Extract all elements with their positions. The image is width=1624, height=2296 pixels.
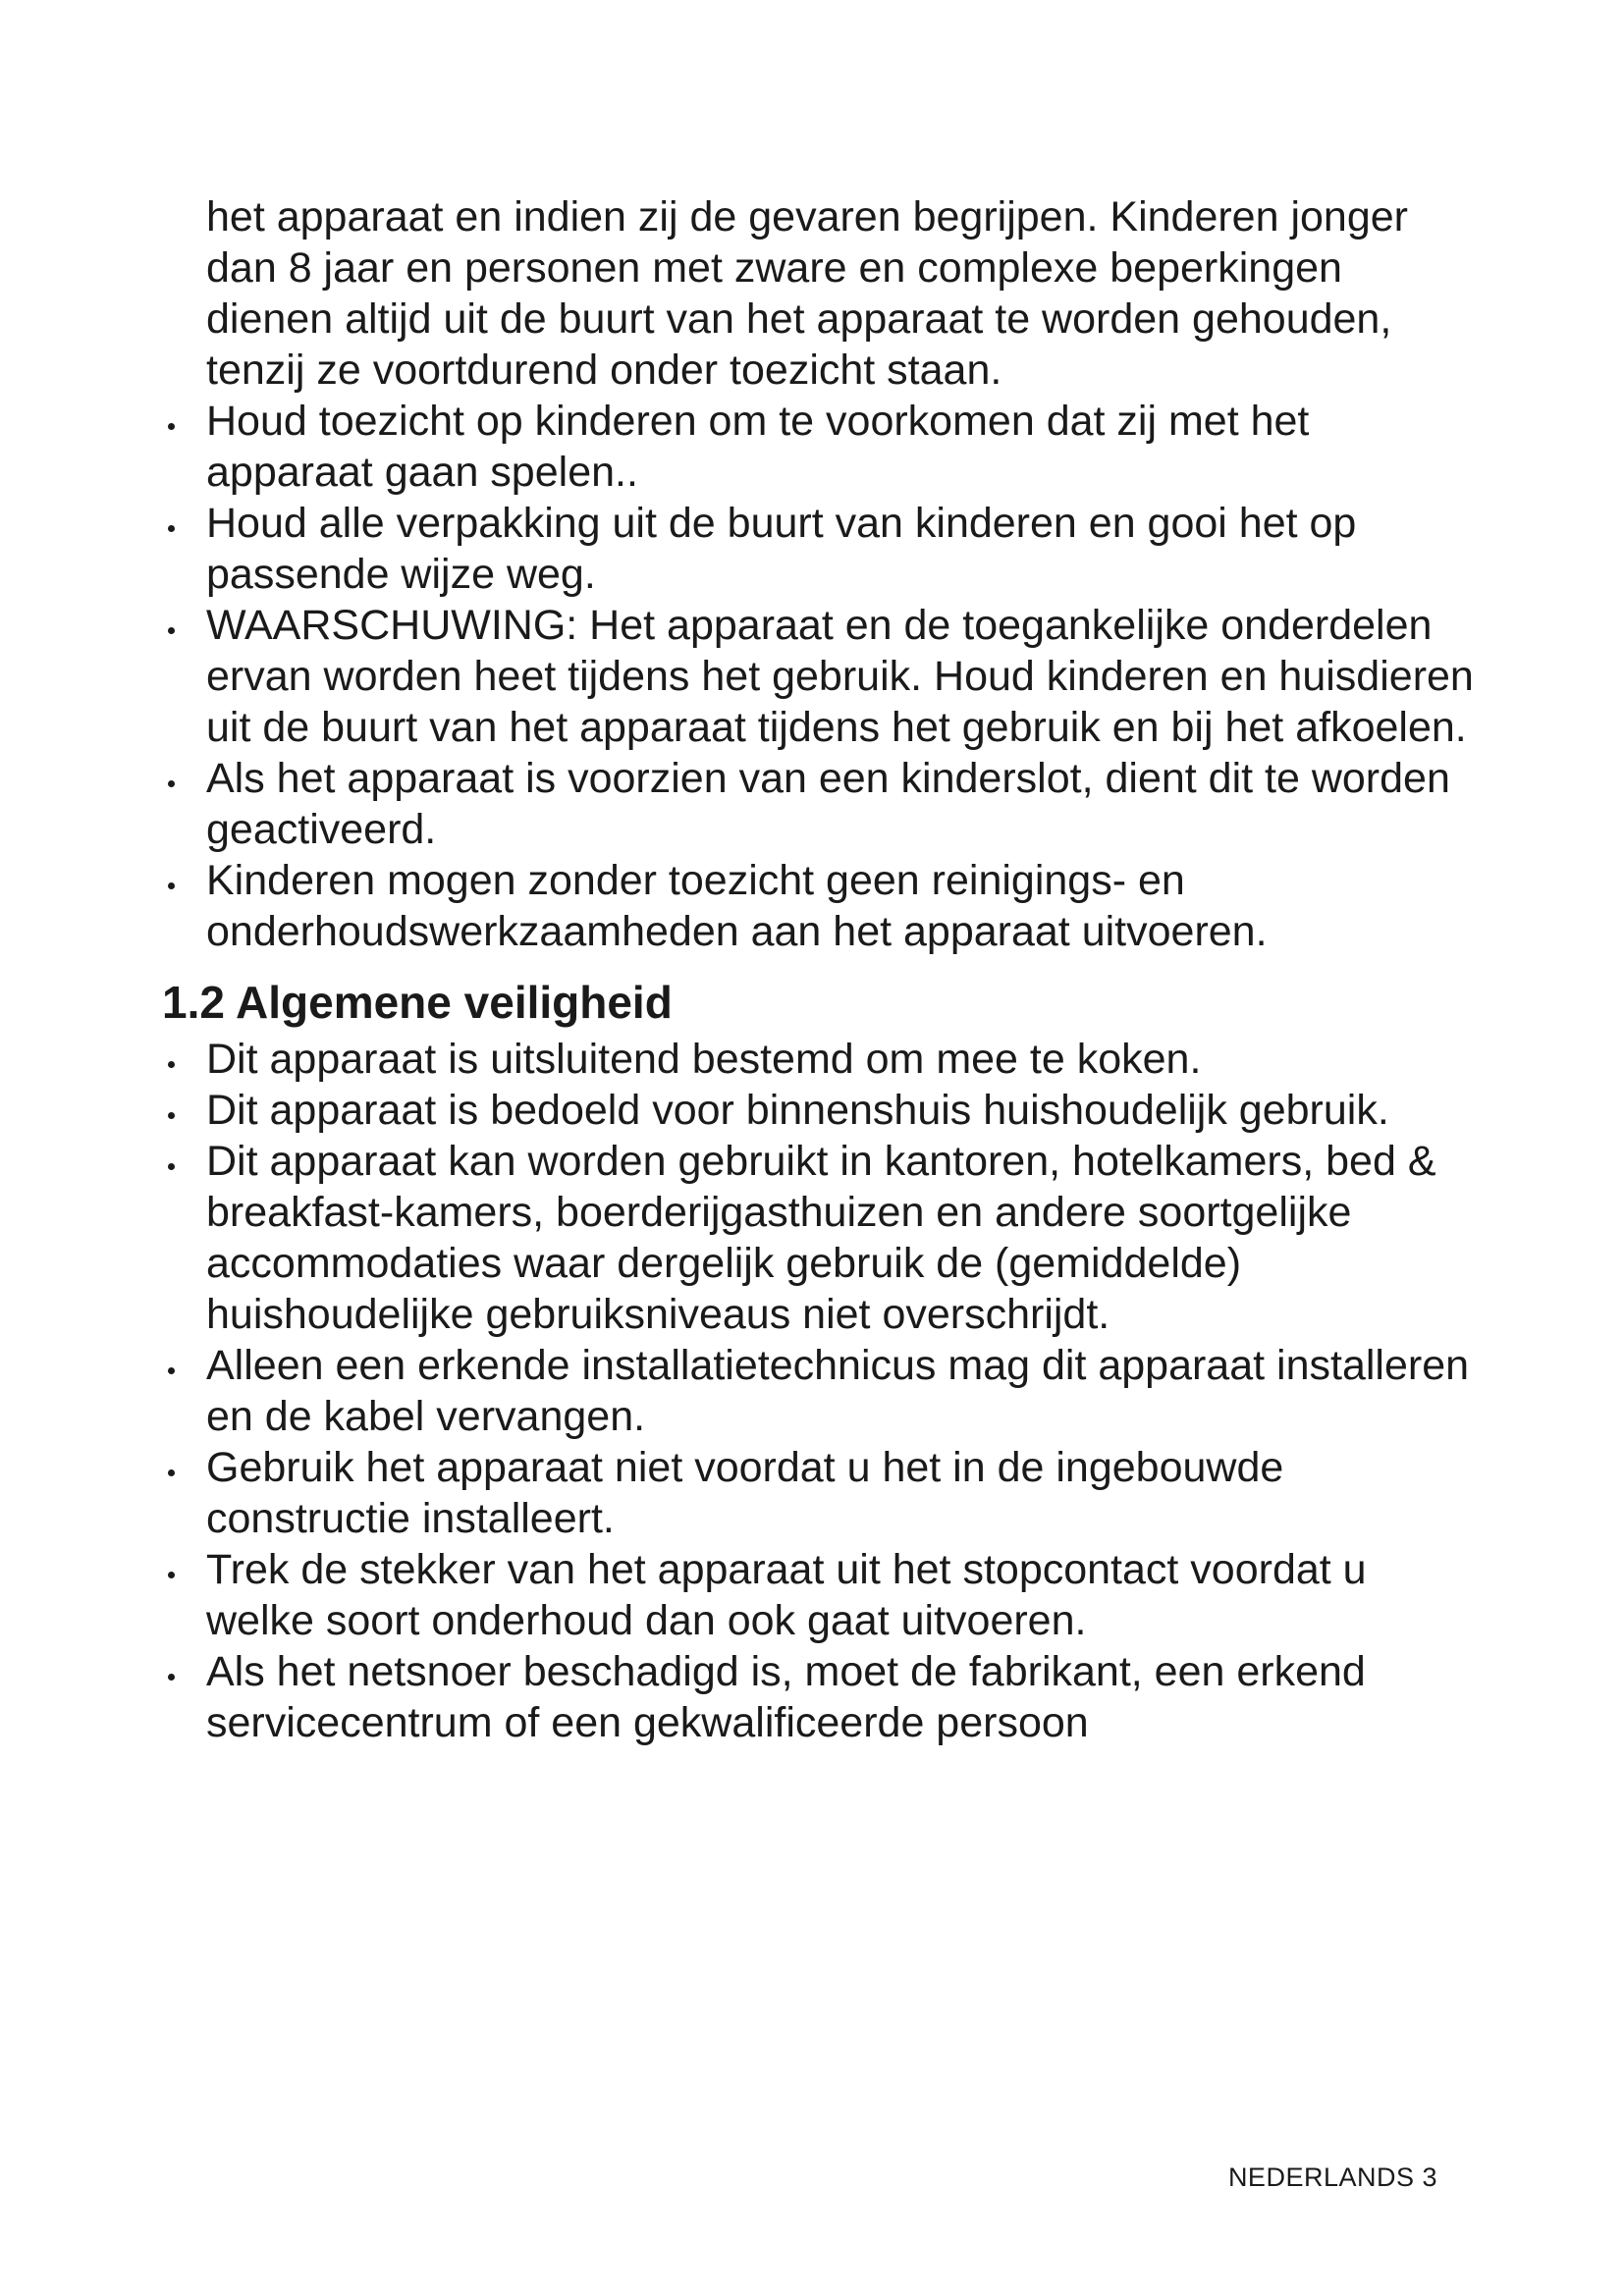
list-item: [162, 855, 1478, 957]
bullet-icon: [162, 600, 186, 651]
list-item-text: Als het apparaat is voorzien van een kinderslot, dient dit te worden geactiveerd.: [206, 755, 1450, 853]
list-item-text: Gebruik het apparaat niet voordat u het in de ingebouwde constructie installeert.: [206, 1444, 1284, 1542]
bullet-icon: [162, 1442, 186, 1493]
bullet-icon: [162, 1544, 186, 1595]
list-item: [162, 1544, 1478, 1646]
list-item: [162, 1340, 1478, 1442]
list-item-text: Alleen een erkende installatietechnicus mag dit apparaat installeren en de kabel vervangen.: [206, 1342, 1470, 1440]
general-safety-list: [162, 1034, 1478, 1748]
list-item: [162, 1034, 1478, 1085]
bullet-icon: [162, 1034, 186, 1085]
list-item-text: Dit apparaat is bedoeld voor binnenshuis huishoudelijk gebruik.: [206, 1087, 1389, 1134]
page-footer: NEDERLANDS 3: [1227, 2163, 1437, 2192]
list-item: [162, 753, 1478, 855]
bullet-icon: [162, 1085, 186, 1136]
bullet-icon: [162, 753, 186, 804]
page-content: [162, 191, 1478, 1748]
list-item: [162, 498, 1478, 600]
list-item: [162, 1136, 1478, 1340]
list-item-text: Als het netsnoer beschadigd is, moet de fabrikant, een erkend servicecentrum of een gekwalificeerde persoon: [206, 1648, 1366, 1746]
bullet-icon: [162, 498, 186, 549]
bullet-icon: [162, 396, 186, 447]
bullet-icon: [162, 1136, 186, 1187]
intro-paragraph: het apparaat en indien zij de gevaren begrijpen. Kinderen jonger dan 8 jaar en personen met zware en complexe beperkingen dienen altijd uit de buurt van het apparaat te worden gehouden, tenzij ze voortdurend onder toezicht staan.: [206, 193, 1408, 394]
bullet-icon: [162, 1646, 186, 1697]
children-safety-list: [162, 396, 1478, 957]
list-item: [162, 1646, 1478, 1748]
bullet-icon: [162, 1340, 186, 1391]
list-item-text: Trek de stekker van het apparaat uit het stopcontact voordat u welke soort onderhoud dan ook gaat uitvoeren.: [206, 1546, 1367, 1644]
list-item: [162, 600, 1478, 753]
bullet-icon: [162, 855, 186, 906]
list-item: [162, 396, 1478, 498]
list-item: [162, 1442, 1478, 1544]
list-item-text: Kinderen mogen zonder toezicht geen reinigings- en onderhoudswerkzaamheden aan het apparaat uitvoeren.: [206, 857, 1268, 955]
list-item-text: Houd toezicht op kinderen om te voorkomen dat zij met het apparaat gaan spelen..: [206, 398, 1310, 496]
list-item-text: Houd alle verpakking uit de buurt van kinderen en gooi het op passende wijze weg.: [206, 500, 1357, 598]
list-item-text: Dit apparaat kan worden gebruikt in kantoren, hotelkamers, bed & breakfast-kamers, boerderijgasthuizen en andere soortgelijke accommodaties waar dergelijk gebruik de (gemiddelde) huishoudelijke gebruiksniveaus niet overschrijdt.: [206, 1138, 1436, 1338]
list-item: [162, 1085, 1478, 1136]
list-item-text: WAARSCHUWING: Het apparaat en de toegankelijke onderdelen ervan worden heet tijdens het gebruik. Houd kinderen en huisdieren uit de buurt van het apparaat tijdens het gebruik en bij het afkoelen.: [206, 602, 1474, 751]
list-item-text: Dit apparaat is uitsluitend bestemd om mee te koken.: [206, 1036, 1202, 1083]
section-heading: 1.2 Algemene veiligheid: [162, 977, 673, 1028]
